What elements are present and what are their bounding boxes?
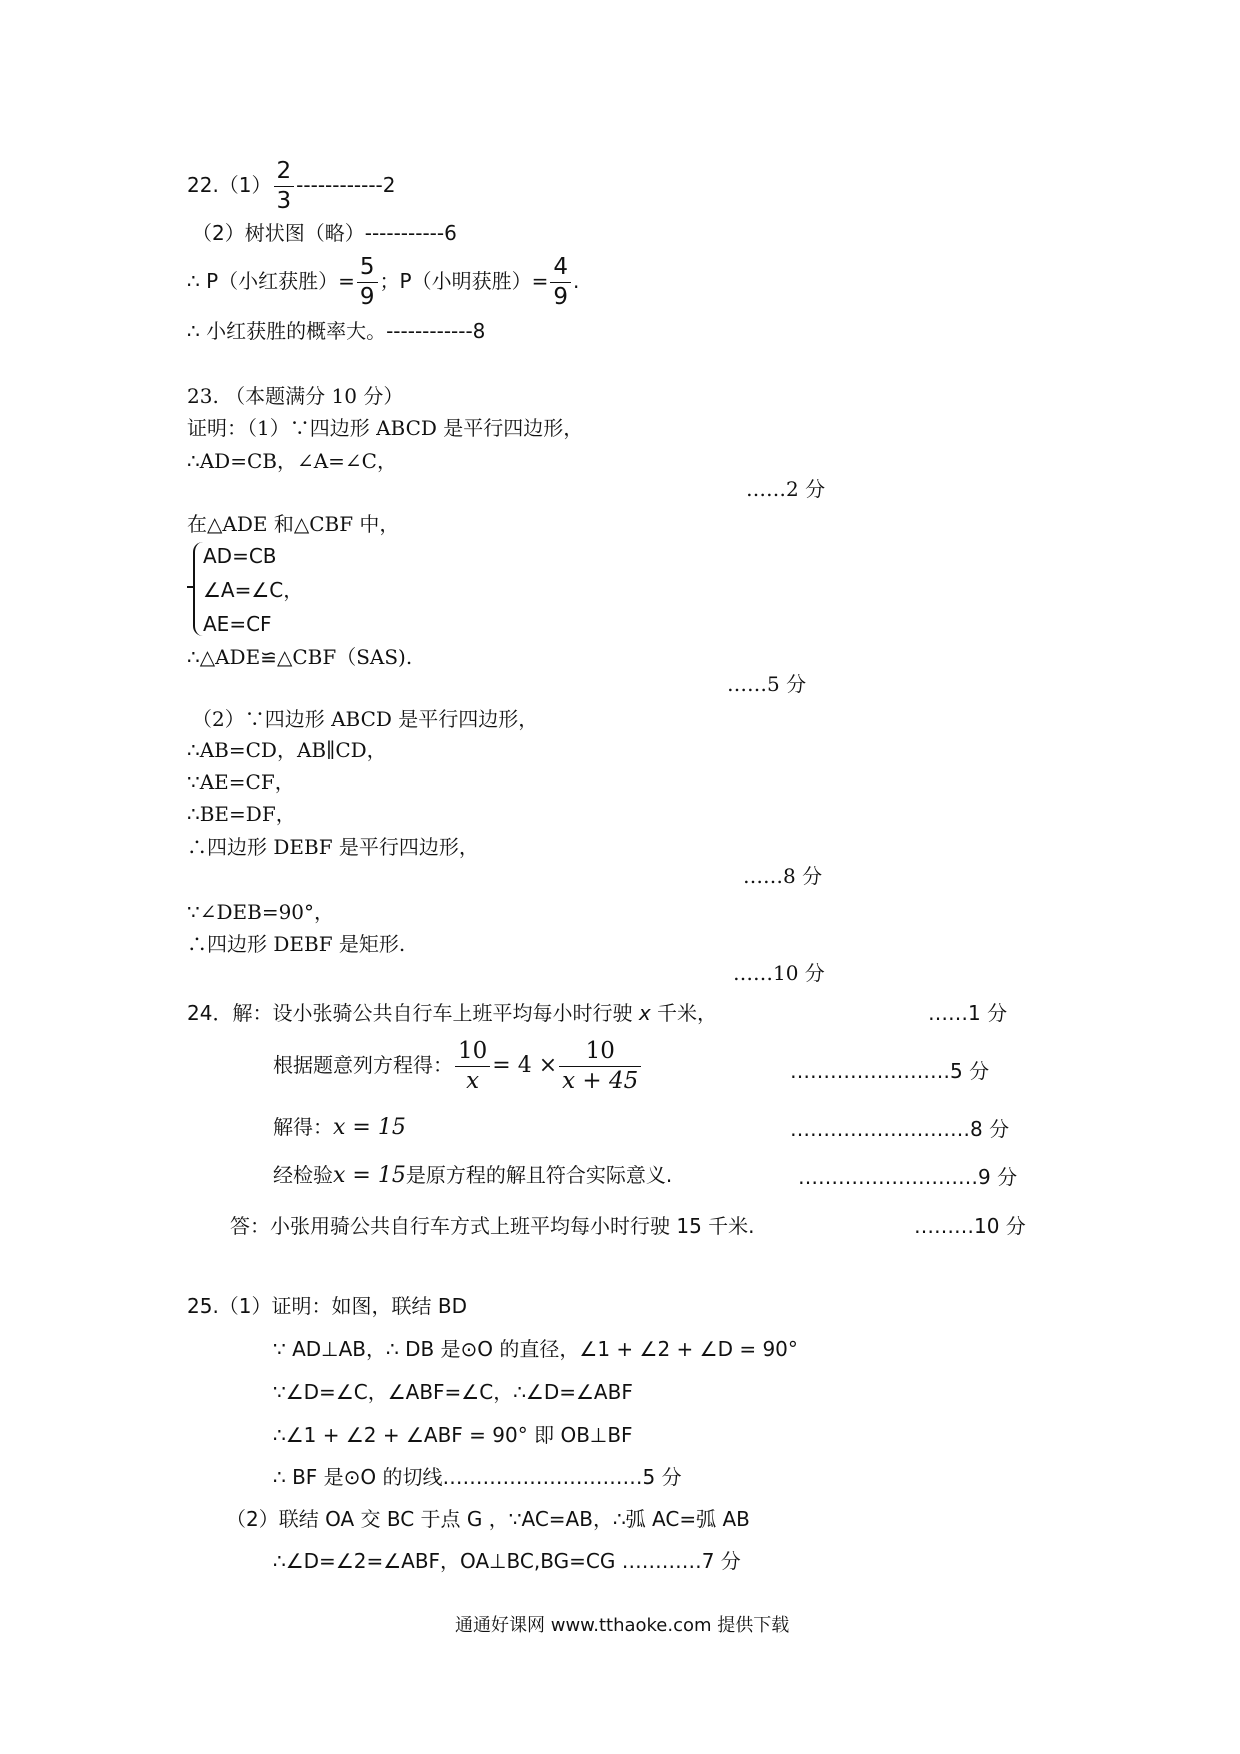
q23-system-3: AE=CF bbox=[203, 612, 272, 636]
q24-fraction-right: $\frac{10}{x + 45}$ bbox=[559, 1040, 641, 1093]
q24-fraction-left: $\frac{10}{x}$ bbox=[455, 1040, 490, 1093]
q22-line-2: （2）树状图（略）-----------6 bbox=[192, 221, 457, 245]
q25-line-6: （2）联结 OA 交 BC 于点 G ，∵AC=AB，∴弧 AC=弧 AB bbox=[226, 1507, 750, 1531]
q24-line-3: 解得：x = 15 bbox=[273, 1115, 406, 1140]
q24-line-2: 根据题意列方程得： $\frac{10}{x}$ = 4 × $\frac{10}{x + 45}$ bbox=[273, 1040, 643, 1093]
q23-line-5: （2）∵四边形 ABCD 是平行四边形， bbox=[192, 707, 539, 731]
q23-line-7: ∵AE=CF， bbox=[187, 770, 295, 794]
q25-line-1: 25.（1）证明：如图，联结 BD bbox=[187, 1294, 468, 1318]
q23-score-5: ……5 分 bbox=[727, 672, 807, 696]
q23-score-2: ……2 分 bbox=[746, 477, 826, 501]
q24-score-8: ………………………8 分 bbox=[790, 1117, 1010, 1141]
q23-line-6: ∴AB=CD，AB∥CD， bbox=[187, 738, 387, 762]
page-footer: 通通好课网 www.tthaoke.com 提供下载 bbox=[455, 1615, 790, 1636]
q25-line-7: ∴∠D=∠2=∠ABF，OA⊥BC,BG=CG …………7 分 bbox=[273, 1549, 741, 1573]
q23-system-2: ∠A=∠C， bbox=[203, 578, 304, 602]
q23-line-9: ∴四边形 DEBF 是平行四边形， bbox=[187, 835, 479, 859]
q23-score-8: ……8 分 bbox=[743, 864, 823, 888]
q22-line-1 bbox=[187, 160, 396, 213]
q22-line-4: ∴ 小红获胜的概率大。------------8 bbox=[187, 319, 486, 343]
q22-probability-red: $\frac{5}{9}$ bbox=[357, 256, 378, 309]
q24-line-4: 经检验x = 15是原方程的解且符合实际意义. bbox=[273, 1163, 673, 1188]
equation-system-brace-tip bbox=[187, 586, 195, 588]
q25-line-4: ∴∠1 + ∠2 + ∠ABF = 90° 即 OB⊥BF bbox=[273, 1423, 633, 1447]
q23-line-11: ∴四边形 DEBF 是矩形. bbox=[187, 932, 406, 956]
q24-line-1: 24．解：设小张骑公共自行车上班平均每小时行驶 x 千米， bbox=[187, 1001, 718, 1025]
q24-variable-x: x bbox=[638, 1001, 651, 1025]
q22-part1-label: 22.（1） bbox=[187, 173, 272, 197]
q24-score-9: ………………………9 分 bbox=[798, 1165, 1018, 1189]
q23-score-10: ……10 分 bbox=[733, 961, 825, 985]
q23-line-2: ∴AD=CB，∠A=∠C， bbox=[187, 449, 397, 473]
q22-line-3: ∴ P（小红获胜）= $\frac{5}{9}$ ；P（小明获胜）= $\frac{4}{9}$ . bbox=[187, 254, 580, 310]
q23-title: 23. （本题满分 10 分） bbox=[187, 384, 404, 408]
q25-line-2: ∵ AD⊥AB，∴ DB 是⊙O 的直径，∠1 + ∠2 + ∠D = 90° bbox=[273, 1337, 798, 1361]
q23-line-8: ∴BE=DF， bbox=[187, 802, 296, 826]
q23-line-1: 证明：（1）∵四边形 ABCD 是平行四边形， bbox=[187, 416, 584, 440]
q22-probability-ming: $\frac{4}{9}$ bbox=[550, 256, 571, 309]
q24-answer: 答：小张用骑公共自行车方式上班平均每小时行驶 15 千米. bbox=[230, 1214, 755, 1238]
q23-system-1: AD=CB bbox=[203, 544, 277, 568]
q24-score-10: ………10 分 bbox=[914, 1214, 1026, 1238]
q23-line-4: ∴△ADE≌△CBF（SAS). bbox=[187, 645, 413, 669]
q25-line-5: ∴ BF 是⊙O 的切线…………………………5 分 bbox=[273, 1465, 682, 1489]
q24-score-1: ……1 分 bbox=[928, 1001, 1008, 1025]
q23-line-10: ∵∠DEB=90°， bbox=[187, 900, 335, 924]
q22-fraction: $\frac{2}{3}$ bbox=[274, 160, 295, 213]
q23-line-3: 在△ADE 和△CBF 中， bbox=[187, 512, 400, 536]
q25-line-3: ∵∠D=∠C，∠ABF=∠C，∴∠D=∠ABF bbox=[273, 1380, 633, 1404]
q22-score-1: ------------2 bbox=[296, 173, 396, 197]
q24-score-5: ……………………5 分 bbox=[790, 1059, 990, 1083]
